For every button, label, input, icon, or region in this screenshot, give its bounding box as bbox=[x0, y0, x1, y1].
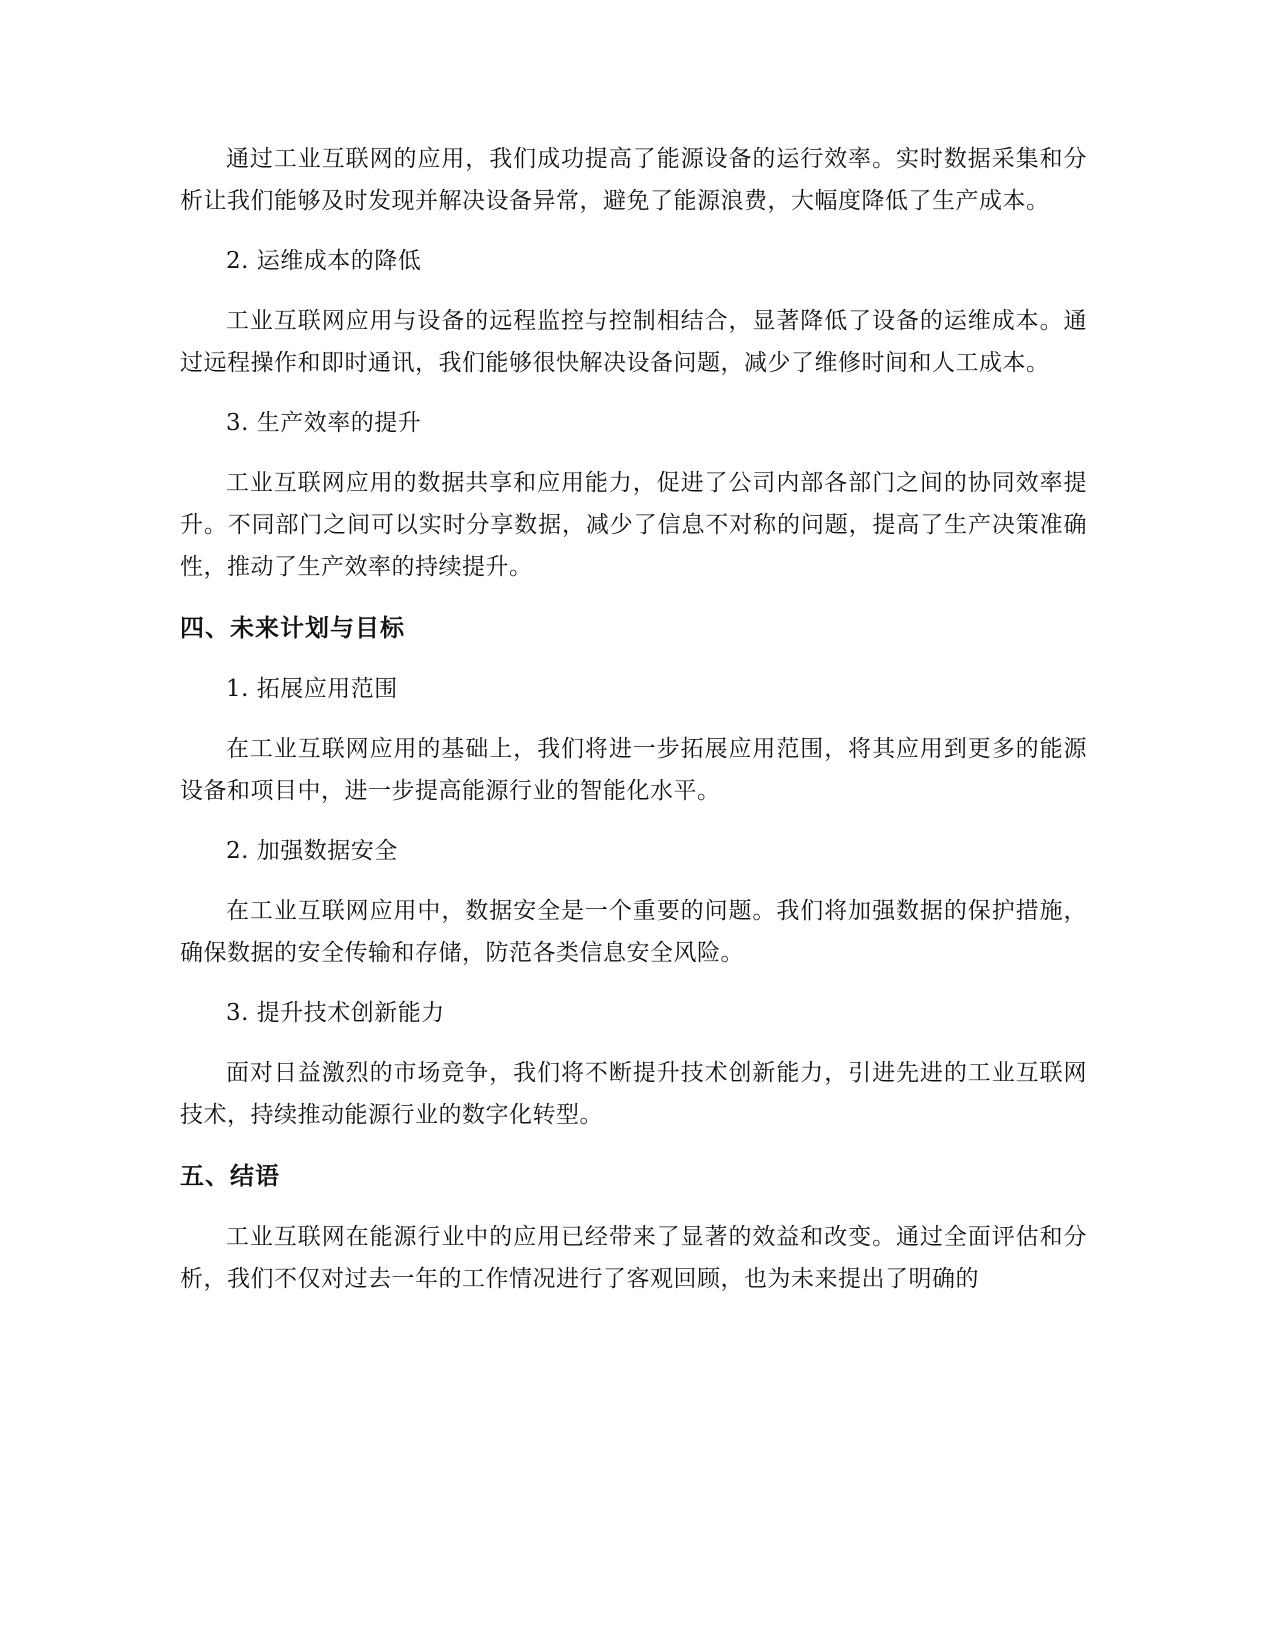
item-production-efficiency: 3. 生产效率的提升 bbox=[226, 410, 422, 436]
item-tech-innovation: 3. 提升技术创新能力 bbox=[226, 1000, 445, 1026]
paragraph-efficiency-result: 通过工业互联网的应用，我们成功提高了能源设备的运行效率。实时数据采集和分析让我们能够及时发现并解决设备异常，避免了能源浪费，大幅度降低了生产成本。 bbox=[180, 146, 1087, 214]
paragraph-maintenance-cost: 工业互联网应用与设备的远程监控与控制相结合，显著降低了设备的运维成本。通过远程操作和即时通讯，我们能够很快解决设备问题，减少了维修时间和人工成本。 bbox=[180, 308, 1087, 376]
item-expand-scope: 1. 拓展应用范围 bbox=[226, 676, 398, 702]
item-data-security: 2. 加强数据安全 bbox=[226, 838, 398, 864]
item-maintenance-cost: 2. 运维成本的降低 bbox=[226, 248, 422, 274]
document-body bbox=[180, 138, 1087, 1318]
section-heading-conclusion: 五、结语 bbox=[180, 1162, 280, 1190]
paragraph-expand-scope: 在工业互联网应用的基础上，我们将进一步拓展应用范围，将其应用到更多的能源设备和项目中，进一步提高能源行业的智能化水平。 bbox=[180, 736, 1087, 804]
paragraph-tech-innovation: 面对日益激烈的市场竞争，我们将不断提升技术创新能力，引进先进的工业互联网技术，持续推动能源行业的数字化转型。 bbox=[180, 1060, 1087, 1128]
paragraph-conclusion: 工业互联网在能源行业中的应用已经带来了显著的效益和改变。通过全面评估和分析，我们不仅对过去一年的工作情况进行了客观回顾，也为未来提出了明确的 bbox=[180, 1224, 1087, 1292]
paragraph-production-efficiency: 工业互联网应用的数据共享和应用能力，促进了公司内部各部门之间的协同效率提升。不同部门之间可以实时分享数据，减少了信息不对称的问题，提高了生产决策准确性，推动了生产效率的持续提升。 bbox=[180, 470, 1087, 580]
section-heading-future-plan: 四、未来计划与目标 bbox=[180, 614, 405, 642]
paragraph-data-security: 在工业互联网应用中，数据安全是一个重要的问题。我们将加强数据的保护措施，确保数据的安全传输和存储，防范各类信息安全风险。 bbox=[180, 898, 1087, 966]
